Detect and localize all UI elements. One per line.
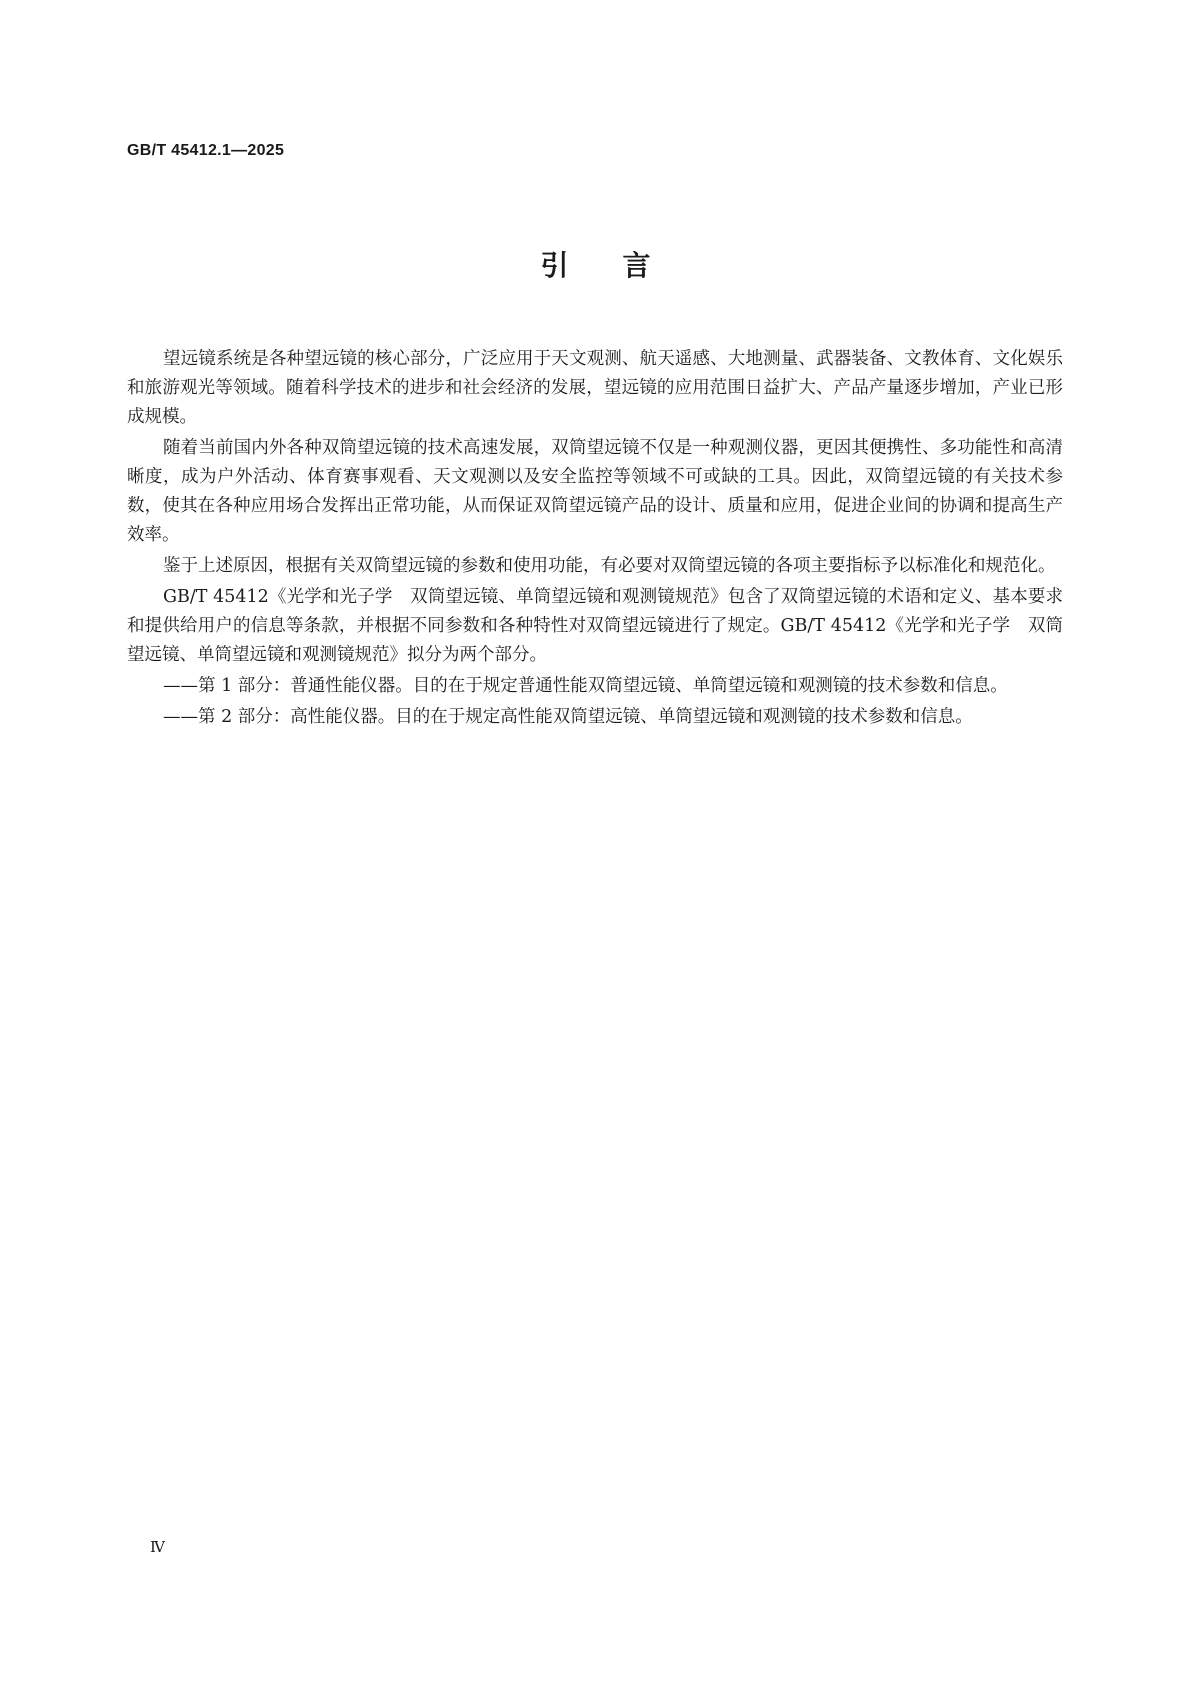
list-item-part-2: ——第 2 部分：高性能仪器。目的在于规定高性能双筒望远镜、单筒望远镜和观测镜的技术参数和信息。 — [163, 707, 973, 727]
paragraph-1: 望远镜系统是各种望远镜的核心部分，广泛应用于天文观测、航天遥感、大地测量、武器装备、文教体育、文化娱乐和旅游观光等领域。随着科学技术的进步和社会经济的发展，望远镜的应用范围日益扩大、产品产量逐步增加，产业已形成规模。 — [127, 349, 1063, 427]
standard-number: GB/T 45412.1—2025 — [127, 142, 285, 159]
document-body — [127, 345, 1063, 734]
paragraph-2: 随着当前国内外各种双筒望远镜的技术高速发展，双筒望远镜不仅是一种观测仪器，更因其便携性、多功能性和高清晰度，成为户外活动、体育赛事观看、天文观测以及安全监控等领域不可或缺的工具。因此，双筒望远镜的有关技术参数，使其在各种应用场合发挥出正常功能，从而保证双筒望远镜产品的设计、质量和应用，促进企业间的协调和提高生产效率。 — [127, 438, 1063, 545]
page-title: 引言 — [540, 249, 705, 282]
paragraph-3: 鉴于上述原因，根据有关双筒望远镜的参数和使用功能，有必要对双筒望远镜的各项主要指标予以标准化和规范化。 — [163, 556, 1056, 576]
paragraph-4: GB/T 45412《光学和光子学 双筒望远镜、单筒望远镜和观测镜规范》包含了双筒望远镜的术语和定义、基本要求和提供给用户的信息等条款，并根据不同参数和各种特性对双筒望远镜进行了规定。GB/T 45412《光学和光子学 双筒望远镜、单筒望远镜和观测镜规范》拟分为两个部分。 — [127, 587, 1063, 665]
list-item-part-1: ——第 1 部分：普通性能仪器。目的在于规定普通性能双筒望远镜、单筒望远镜和观测镜的技术参数和信息。 — [163, 676, 1008, 696]
page-number: Ⅳ — [150, 1538, 165, 1556]
